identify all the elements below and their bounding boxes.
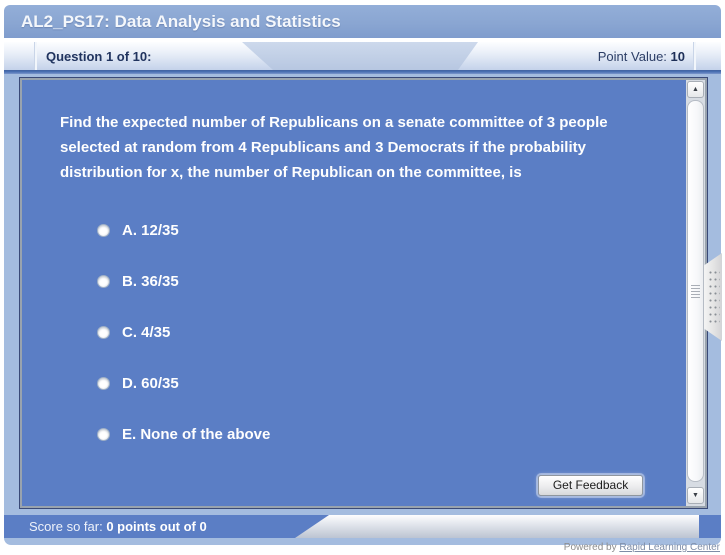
title-bar [4, 5, 721, 38]
point-value-number: 10 [670, 49, 685, 64]
resize-grip-handle[interactable] [704, 253, 722, 341]
point-value [598, 42, 685, 70]
rapid-learning-center-link[interactable]: Rapid Learning Center [619, 542, 720, 553]
question-panel [20, 78, 707, 508]
scroll-down-button[interactable] [687, 487, 704, 504]
main-frame [4, 74, 721, 515]
option-label-e: E. None of the above [122, 425, 271, 443]
point-value-label: Point Value: [597, 49, 667, 64]
option-label-b: B. 36/35 [122, 272, 179, 290]
powered-by-text: Powered by [563, 542, 617, 553]
get-feedback-button[interactable]: Get Feedback [538, 475, 643, 496]
scroll-up-icon: ▲ [692, 86, 699, 93]
footer-bar [4, 515, 721, 538]
option-row-d[interactable] [97, 373, 179, 393]
radio-button-d[interactable] [97, 377, 110, 390]
vertical-scrollbar[interactable] [686, 80, 705, 506]
scroll-up-button[interactable] [687, 81, 704, 98]
score-value: 0 points out of 0 [106, 519, 207, 534]
sub-header [4, 42, 721, 70]
question-counter: Question 1 of 10: [46, 49, 152, 64]
subheader-right-separator [694, 42, 696, 70]
grip-dots-icon [708, 269, 720, 325]
radio-button-e[interactable] [97, 428, 110, 441]
page-title: AL2_PS17: Data Analysis and Statistics [21, 12, 341, 31]
option-label-c: C. 4/35 [122, 323, 171, 341]
option-label-d: D. 60/35 [122, 374, 179, 392]
option-label-a: A. 12/35 [122, 221, 179, 239]
radio-button-b[interactable] [97, 275, 110, 288]
powered-by-credit [564, 542, 720, 553]
subheader-trapezoid-decoration [242, 42, 478, 70]
score-label: Score so far: [29, 519, 103, 534]
subheader-left-separator [35, 42, 37, 70]
radio-button-a[interactable] [97, 224, 110, 237]
option-row-e[interactable] [97, 424, 270, 444]
scroll-down-icon: ▼ [692, 492, 699, 499]
scrollbar-thumb[interactable] [687, 100, 704, 482]
option-row-c[interactable] [97, 322, 170, 342]
question-text: Find the expected number of Republicans on a senate committee of 3 people selected at random from 4 Republicans and 3 Democrats if the probability distribution for x, the number of Republican on the committee, is [60, 114, 608, 181]
option-row-a[interactable] [97, 220, 179, 240]
footer-slab-decoration [295, 515, 699, 538]
radio-button-c[interactable] [97, 326, 110, 339]
score-status [29, 515, 207, 538]
option-row-b[interactable] [97, 271, 179, 291]
